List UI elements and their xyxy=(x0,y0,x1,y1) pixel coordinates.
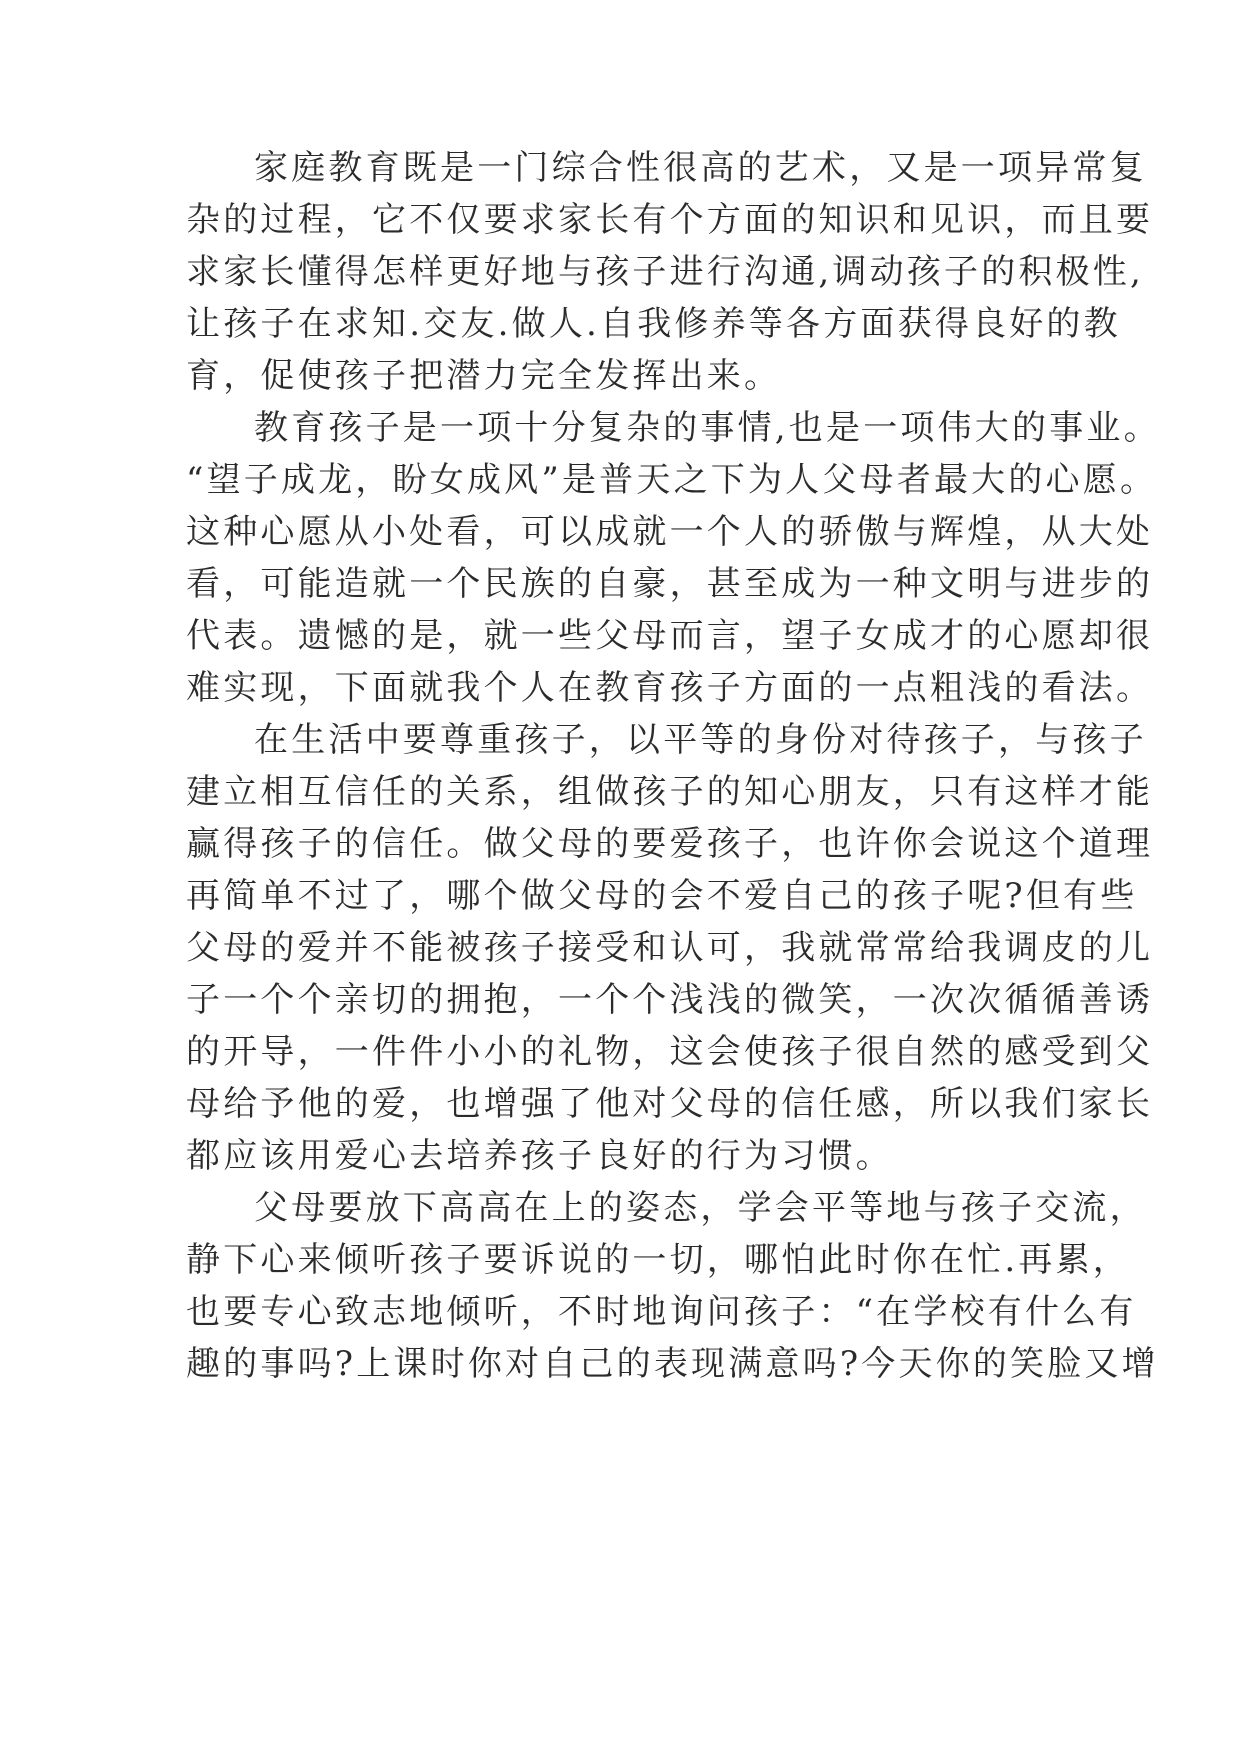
text-line: 家庭教育既是一门综合性很高的艺术，又是一项异常复 xyxy=(254,148,1147,188)
text-line: 育，促使孩子把潜力完全发挥出来。 xyxy=(186,356,782,396)
text-line: 父母要放下高高在上的姿态，学会平等地与孩子交流， xyxy=(254,1188,1147,1228)
text-line: 都应该用爱心去培养孩子良好的行为习惯。 xyxy=(186,1136,893,1176)
text-line: 趣的事吗?上课时你对自己的表现满意吗?今天你的笑脸又增 xyxy=(186,1344,1159,1384)
text-line: 父母的爱并不能被孩子接受和认可，我就常常给我调皮的儿 xyxy=(186,928,1154,968)
text-line: 代表。遗憾的是，就一些父母而言，望子女成才的心愿却很 xyxy=(186,616,1154,656)
text-line: 这种心愿从小处看，可以成就一个人的骄傲与辉煌，从大处 xyxy=(186,512,1154,552)
text-line: “望子成龙，盼女成风”是普天之下为人父母者最大的心愿。 xyxy=(186,460,1158,500)
text-line: 也要专心致志地倾听，不时地询问孩子：“在学校有什么有 xyxy=(186,1292,1137,1332)
text-line: 子一个个亲切的拥抱，一个个浅浅的微笑，一次次循循善诱 xyxy=(186,980,1154,1020)
text-line: 教育孩子是一项十分复杂的事情,也是一项伟大的事业。 xyxy=(254,408,1161,448)
text-line: 赢得孩子的信任。做父母的要爱孩子，也许你会说这个道理 xyxy=(186,824,1154,864)
text-line: 建立相互信任的关系，组做孩子的知心朋友，只有这样才能 xyxy=(186,772,1154,812)
text-line: 杂的过程，它不仅要求家长有个方面的知识和见识，而且要 xyxy=(186,200,1154,240)
text-line: 看，可能造就一个民族的自豪，甚至成为一种文明与进步的 xyxy=(186,564,1154,604)
text-line: 求家长懂得怎样更好地与孩子进行沟通,调动孩子的积极性, xyxy=(186,252,1145,292)
text-line: 静下心来倾听孩子要诉说的一切，哪怕此时你在忙.再累， xyxy=(186,1240,1131,1280)
text-line: 让孩子在求知.交友.做人.自我修养等各方面获得良好的教 xyxy=(186,304,1121,344)
text-line: 母给予他的爱，也增强了他对父母的信任感，所以我们家长 xyxy=(186,1084,1154,1124)
text-line: 的开导，一件件小小的礼物，这会使孩子很自然的感受到父 xyxy=(186,1032,1154,1072)
text-line: 难实现，下面就我个人在教育孩子方面的一点粗浅的看法。 xyxy=(186,668,1154,708)
text-line: 再简单不过了，哪个做父母的会不爱自己的孩子呢?但有些 xyxy=(186,876,1138,916)
text-line: 在生活中要尊重孩子，以平等的身份对待孩子，与孩子 xyxy=(254,720,1147,760)
